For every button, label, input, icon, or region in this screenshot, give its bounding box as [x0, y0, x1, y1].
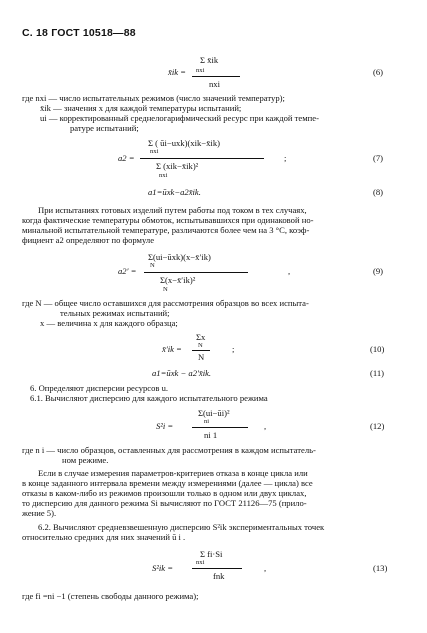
- formula-7-numerator-sub: nxi: [150, 148, 159, 155]
- formula-6-fraction-bar: [192, 76, 240, 77]
- formula-9-numerator: Σ(ui−ūxk)(x−x̄′ik): [148, 252, 211, 262]
- formula-12-trail: ,: [264, 421, 267, 431]
- formula-6-number: (6): [373, 67, 384, 77]
- paragraph-2-line-4: то дисперсию для данного режима Si вычисляют по ГОСТ 21126—75 (прило-: [22, 498, 307, 508]
- formula-7-lhs: a2 =: [118, 153, 135, 163]
- formula-7-denominator: Σ (xik−x̄ik)²: [156, 161, 199, 171]
- final-legend-line: где fi =ni −1 (степень свободы данного режима);: [22, 591, 199, 601]
- formula-9-number: (9): [373, 266, 384, 276]
- section-6-heading: 6. Определяют дисперсии ресурсов u.: [30, 383, 169, 393]
- legend-line-3: ui — корректированный среднелогарифмический ресурс при каждой темпе-: [40, 113, 319, 123]
- paragraph-1-line-2: когда фактические температуры обмоток, испытывавшихся при одинаковой но-: [22, 215, 314, 225]
- formula-12-lhs: S²i =: [156, 421, 174, 431]
- formula-10-number: (10): [370, 344, 385, 354]
- legend-3-line-1: где n i — число образцов, оставленных для рассмотрения в каждом испытатель-: [22, 445, 316, 455]
- formula-12-numerator-sub: ni: [204, 418, 210, 425]
- formula-12-denominator: ni 1: [204, 430, 218, 440]
- formula-9-denominator: Σ(x−x̄′ik)²: [160, 275, 196, 285]
- formula-10-denominator: N: [198, 352, 205, 362]
- formula-10-lhs: x̄′ik =: [162, 344, 182, 354]
- formula-13-fraction-bar: [192, 568, 242, 569]
- formula-7-number: (7): [373, 153, 384, 163]
- formula-6-lhs: x̄ik =: [168, 67, 186, 77]
- formula-9-trail: ,: [288, 266, 291, 276]
- formula-10-fraction-bar: [192, 350, 210, 351]
- formula-8: a1=ūxk−a2x̄ik.: [148, 187, 201, 197]
- formula-7-denominator-sub: nxi: [159, 172, 168, 179]
- section-6-1-heading: 6.1. Вычисляют дисперсию для каждого испытательного режима: [30, 393, 268, 403]
- legend-line-1: где nxi — число испытательных режимов (число значений температур);: [22, 93, 285, 103]
- formula-7-numerator: Σ ( ūi−uxk)(xik−x̄ik): [148, 138, 220, 148]
- formula-13-number: (13): [373, 563, 388, 573]
- legend-line-2: x̄ik — значения x для каждой температуры испытаний;: [40, 103, 242, 113]
- page-header: С. 18 ГОСТ 10518—88: [22, 27, 136, 39]
- formula-7-trail: ;: [284, 153, 287, 163]
- formula-9-fraction-bar: [144, 272, 248, 273]
- legend-line-4: ратуре испытаний;: [70, 123, 139, 133]
- formula-9-lhs: a2′ =: [118, 266, 137, 276]
- formula-10-trail: ;: [232, 344, 235, 354]
- paragraph-2-line-3: отказы в каком-либо из режимов произошли только в одном или двух циклах,: [22, 488, 307, 498]
- paragraph-1-line-4: фициент a2 определяют по формуле: [22, 235, 155, 245]
- paragraph-1-line-3: минальной испытательной температуре, различаются более чем на 3 °С, коэф-: [22, 225, 310, 235]
- paragraph-2-line-1: Если в случае измерения параметров-критериев отказа в конце цикла или: [38, 468, 308, 478]
- formula-6-denominator: nxi: [209, 79, 220, 89]
- formula-13-numerator: Σ fi·Si: [200, 549, 223, 559]
- legend-2-line-3: x — величина x для каждого образца;: [40, 318, 178, 328]
- legend-2-line-2: тельных режимах испытаний;: [60, 308, 170, 318]
- formula-10-numerator: Σx: [196, 332, 206, 342]
- formula-13-numerator-sub: nxi: [196, 559, 205, 566]
- formula-11: a1=ūxk − a2′x̄ik.: [152, 368, 212, 378]
- formula-11-number: (11): [370, 368, 384, 378]
- formula-8-number: (8): [373, 187, 384, 197]
- formula-12-number: (12): [370, 421, 385, 431]
- formula-12-numerator: Σ(ui−ūi)²: [198, 408, 230, 418]
- paragraph-1-line-1: При испытаниях готовых изделий путем работы под током в тех случаях,: [38, 205, 307, 215]
- paragraph-2-line-5: жение 5).: [22, 508, 57, 518]
- formula-9-denominator-sub: N: [163, 286, 168, 293]
- formula-9-numerator-sub: N: [150, 262, 155, 269]
- formula-13-lhs: S²ik =: [152, 563, 174, 573]
- formula-6-numerator-sub: nxi: [196, 67, 205, 74]
- section-6-2-line-1: 6.2. Вычисляют средневзвешенную дисперсию S²ik экспериментальных точек: [38, 522, 325, 532]
- formula-12-fraction-bar: [192, 427, 248, 428]
- formula-13-denominator: fnk: [213, 571, 225, 581]
- legend-2-line-1: где N — общее число оставшихся для рассмотрения образцов во всех испыта-: [22, 298, 309, 308]
- paragraph-2-line-2: в конце заданного интервала времени между измерениями (далее — цикла) все: [22, 478, 313, 488]
- legend-3-line-2: ном режиме.: [62, 455, 109, 465]
- formula-13-trail: ,: [264, 563, 267, 573]
- formula-10-numerator-sub: N: [198, 342, 203, 349]
- section-6-2-line-2: относительно средних для них значений ū i .: [22, 532, 186, 542]
- formula-7-fraction-bar: [140, 158, 264, 159]
- formula-6-numerator: Σ x̄ik: [200, 55, 219, 65]
